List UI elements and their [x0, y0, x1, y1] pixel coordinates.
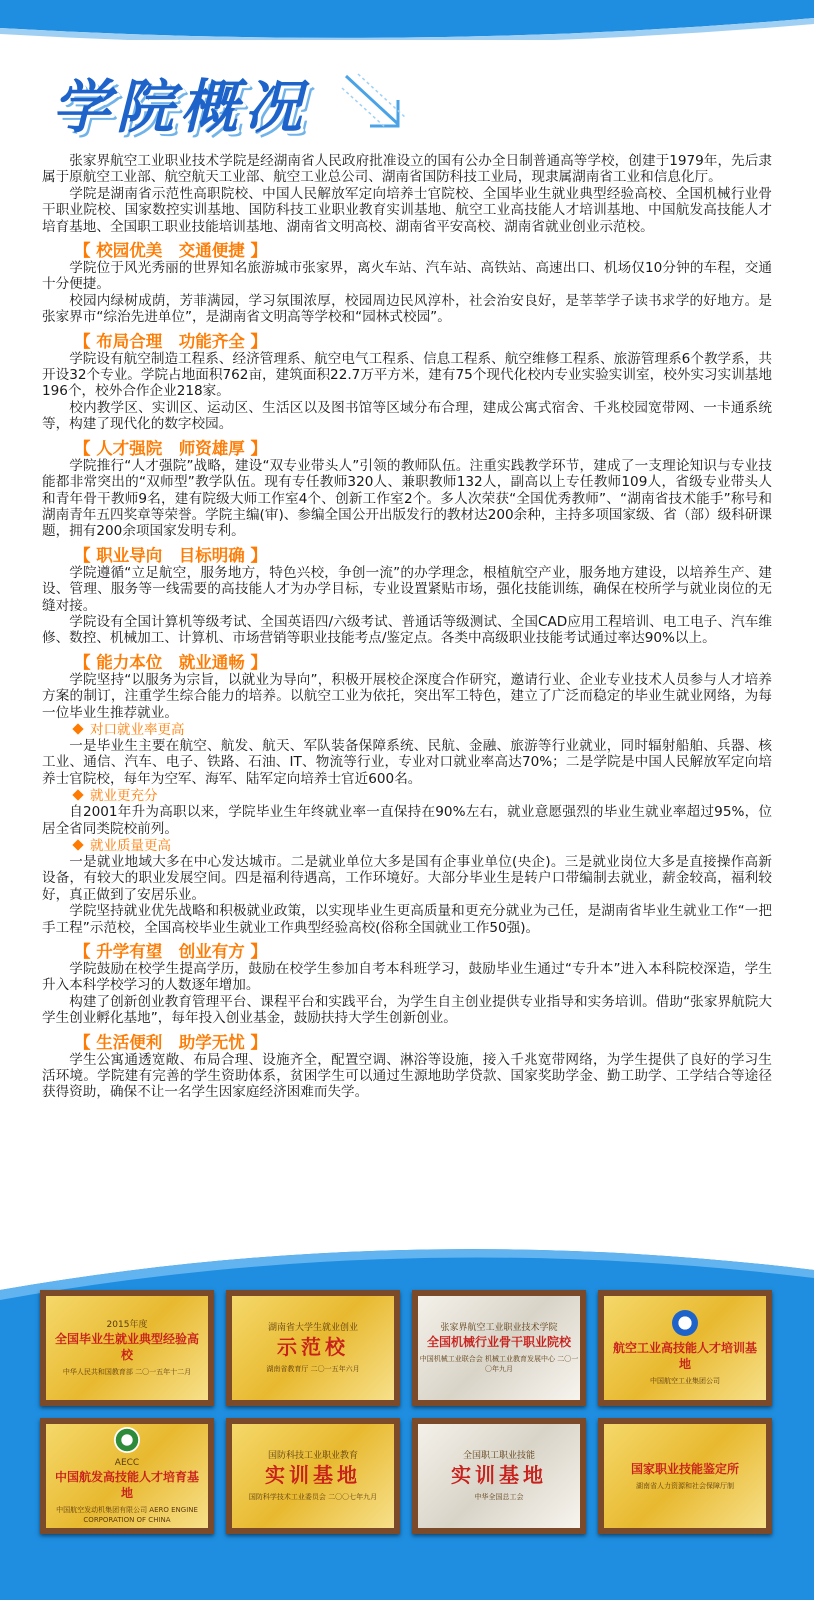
section-paragraph: 学院推行“人才强院”战略，建设“双专业带头人”引领的教师队伍。注重实践教学环节，建成了一支理论知识与专业技能都非常突出的“双师型”教学队伍。现有专任教师320人、兼职教师132人，副高以上专任教师109人，省级专业带头人和青年骨干教师9名，建有院级大师工作室4个、创新工作室2个。多人次荣获“全国优秀教师”、“湖南省技术能手”称号和湖南青年五四奖章等荣誉。学院主编(审)、参编全国公开出版发行的教材达200余种，主持多项国家级、省（部）级科研课题，拥有200余项国家发明专利。 — [42, 457, 772, 540]
subsection-heading — [42, 722, 772, 738]
intro-paragraph: 张家界航空工业职业技术学院是经湖南省人民政府批准设立的国有公办全日制普通高等学校，创建于1979年，先后隶属于原航空工业部、航空航天工业部、航空工业总公司、湖南省国防科技工业局，现隶属湖南省工业和信息化厅。 — [42, 153, 772, 186]
top-blue-band — [0, 0, 814, 40]
section-heading: 【 布局合理 功能齐全 】 — [74, 331, 267, 351]
subsection-paragraph: 一是就业地域大多在中心发达城市。二是就业单位大多是国有企事业单位(央企)。三是就业岗位大多是直接操作高新设备，有较大的职业发展空间。四是福利待遇高，工作环境好。大部分毕业生是转户口带编制去就业，薪金较高，福利较好，真正做到了安居乐业。 — [42, 854, 772, 903]
plaque-face — [604, 1296, 766, 1400]
plaque-title: 示范校 — [277, 1335, 349, 1359]
section-paragraph: 学院位于风光秀丽的世界知名旅游城市张家界，离火车站、汽车站、高铁站、高速出口、机场仅10分钟的车程，交通十分便捷。 — [42, 260, 772, 293]
diamond-bullet-icon — [72, 790, 83, 801]
subsection-heading — [42, 788, 772, 804]
diamond-bullet-icon — [72, 723, 83, 734]
subsection-paragraph: 学院坚持就业优先战略和积极就业政策，以实现毕业生更高质量和更充分就业为己任，是湖南省毕业生就业工作“一把手工程”示范校，全国高校毕业生就业工作典型经验高校(俗称全国就业工作50强)。 — [42, 903, 772, 936]
section-heading: 【 校园优美 交通便捷 】 — [74, 241, 267, 261]
award-plaques — [40, 1290, 780, 1560]
subsection-paragraph: 一是毕业生主要在航空、航发、航天、军队装备保障系统、民航、金融、旅游等行业就业，同时辐射船舶、兵器、核工业、通信、汽车、电子、铁路、石油、IT、物流等行业，专业对口就业率高达70%；二是学院是中国人民解放军定向培养士官院校，每年为空军、海军、陆军定向培养士官近600名。 — [42, 737, 772, 787]
section-heading: 【 生活便利 助学无忧 】 — [74, 1032, 267, 1052]
plaque-top-text: 湖南省大学生就业创业 — [267, 1323, 358, 1333]
award-plaque — [598, 1290, 772, 1406]
aecc-logo-icon — [114, 1427, 140, 1453]
section-heading: 【 能力本位 就业通畅 】 — [74, 652, 267, 672]
title-block — [52, 72, 382, 142]
subsection-label: 对口就业率更高 — [90, 721, 185, 738]
plaque-title: 全国毕业生就业典型经验高校 — [54, 1332, 199, 1362]
plaque-title: 实训基地 — [451, 1463, 547, 1487]
plaque-title: 国家职业技能鉴定所 — [630, 1462, 739, 1476]
section-paragraph: 校内教学区、实训区、运动区、生活区以及图书馆等区域分布合理，建成公寓式宿舍、千兆校园宽带网、一卡通系统等，构建了现代化的数字校园。 — [42, 399, 772, 433]
plaque-issuer: 中国航空工业集团公司 — [650, 1377, 720, 1385]
section-paragraph: 学生公寓通透宽敞、布局合理、设施齐全，配置空调、淋浴等设施，接入千兆宽带网络，为学生提供了良好的学习生活环境。学院建有完善的学生资助体系，贫困学生可以通过生源地助学贷款、国家奖助学金、勤工助学、工学结合等途径获得资助，确保不让一名学生因家庭经济困难而失学。 — [42, 1051, 772, 1101]
intro-paragraph: 学院是湖南省示范性高职院校、中国人民解放军定向培养士官院校、全国毕业生就业典型经验高校、全国机械行业骨干职业院校、国家数控实训基地、国防科技工业职业教育实训基地、航空工业高技能人才培训基地、中国航发高技能人才培育基地、全国职工职业技能培训基地、湖南省文明高校、湖南省平安高校、湖南省就业创业示范校。 — [42, 185, 772, 235]
section-paragraph: 构建了创新创业教育管理平台、课程平台和实践平台，为学生自主创业提供专业指导和实务培训。借助“张家界航院大学生创业孵化基地”，每年投入创业基金，鼓励扶持大学生创新创业。 — [42, 993, 772, 1027]
plaque-top-text: AECC — [114, 1458, 140, 1468]
subsection-label: 就业质量更高 — [90, 838, 171, 854]
plaque-face — [418, 1296, 580, 1400]
subsection-label: 就业更充分 — [90, 788, 158, 805]
subsection-paragraph: 自2001年升为高职以来，学院毕业生年终就业率一直保持在90%左右，就业意愿强烈的毕业生就业率超过95%，位居全省同类院校前列。 — [42, 804, 772, 837]
award-plaque — [598, 1418, 772, 1534]
aviation-logo-icon — [672, 1310, 698, 1336]
plaque-face — [232, 1424, 394, 1528]
subsection-heading — [42, 838, 772, 854]
diamond-bullet-icon — [72, 839, 83, 850]
section-paragraph: 学院遵循“立足航空，服务地方，特色兴校，争创一流”的办学理念，根植航空产业，服务地方建设，以培养生产、建设、管理、服务等一线需要的高技能人才为办学目标，专业设置紧贴市场，强化技能训练，确保在校所学与就业岗位的无缝对接。 — [42, 564, 772, 614]
section-paragraph: 学院设有全国计算机等级考试、全国英语四/六级考试、普通话等级测试、全国CAD应用工程培训、电工电子、汽车维修、数控、机械加工、计算机、市场营销等职业技能考点/鉴定点。各类中高级职业技能考试通过率达90%以上。 — [42, 613, 772, 647]
plaque-face — [46, 1424, 208, 1528]
plaque-face — [232, 1296, 394, 1400]
plaque-face — [604, 1424, 766, 1528]
plaque-issuer: 国防科学技术工业委员会 二〇〇七年九月 — [248, 1493, 378, 1501]
section-heading: 【 职业导向 目标明确 】 — [74, 545, 267, 565]
plaque-issuer: 中华全国总工会 — [474, 1493, 524, 1501]
plaque-issuer: 中华人民共和国教育部 二〇一五年十二月 — [62, 1368, 192, 1376]
arrow-down-right-icon — [340, 72, 410, 132]
award-plaque — [40, 1418, 214, 1534]
plaque-title: 航空工业高技能人才培训基地 — [612, 1341, 757, 1371]
main-content — [42, 153, 772, 1101]
award-plaque — [40, 1290, 214, 1406]
award-plaque — [226, 1418, 400, 1534]
plaque-title: 全国机械行业骨干职业院校 — [426, 1335, 571, 1349]
section-paragraph: 学院坚持“以服务为宗旨，以就业为导向”，积极开展校企深度合作研究，邀请行业、企业专业技术人员参与人才培养方案的制订，注重学生综合能力的培养。以航空工业为依托，突出军工特色，建立了广泛而稳定的毕业生就业网络，为每一位毕业生推荐就业。 — [42, 671, 772, 721]
page-title: 学院概况 — [52, 73, 309, 141]
award-plaque — [412, 1418, 586, 1534]
plaque-top-text: 国防科技工业职业教育 — [267, 1451, 358, 1461]
plaque-top-text: 张家界航空工业职业技术学院 — [440, 1323, 558, 1333]
section-paragraph: 学院设有航空制造工程系、经济管理系、航空电气工程系、信息工程系、航空维修工程系、旅游管理系6个教学系，共开设32个专业。学院占地面积762亩，建筑面积22.7万平方米，建有75个现代化校内专业实验实训室，校外实习实训基地196个，校外合作企业218家。 — [42, 350, 772, 400]
plaque-issuer: 湖南省人力资源和社会保障厅制 — [636, 1482, 734, 1490]
plaque-face — [46, 1296, 208, 1400]
plaque-issuer: 湖南省教育厅 二〇一五年六月 — [266, 1365, 360, 1373]
plaque-face — [418, 1424, 580, 1528]
plaque-top-text: 全国职工职业技能 — [462, 1451, 535, 1461]
plaque-issuer: 中国机械工业联合会 机械工业教育发展中心 二〇一〇年九月 — [419, 1355, 579, 1373]
award-plaque — [412, 1290, 586, 1406]
section-paragraph: 学院鼓励在校学生提高学历，鼓励在校学生参加自考本科班学习，鼓励毕业生通过“专升本”进入本科院校深造，学生升入本科学校学习的人数逐年增加。 — [42, 961, 772, 994]
section-heading: 【 人才强院 师资雄厚 】 — [74, 438, 267, 458]
award-plaque — [226, 1290, 400, 1406]
section-paragraph: 校园内绿树成荫，芳菲满园，学习氛围浓厚，校园周边民风淳朴，社会治安良好，是莘莘学子读书求学的好地方。是张家界市“综治先进单位”，是湖南省文明高等学校和“园林式校园”。 — [42, 292, 772, 326]
section-heading: 【 升学有望 创业有方 】 — [74, 942, 267, 962]
plaque-title: 中国航发高技能人才培育基地 — [54, 1470, 199, 1500]
plaque-issuer: 中国航空发动机集团有限公司 AERO ENGINE CORPORATION OF CHINA — [56, 1506, 198, 1524]
plaque-title: 实训基地 — [265, 1463, 361, 1487]
plaque-top-text: 2015年度 — [106, 1320, 148, 1330]
